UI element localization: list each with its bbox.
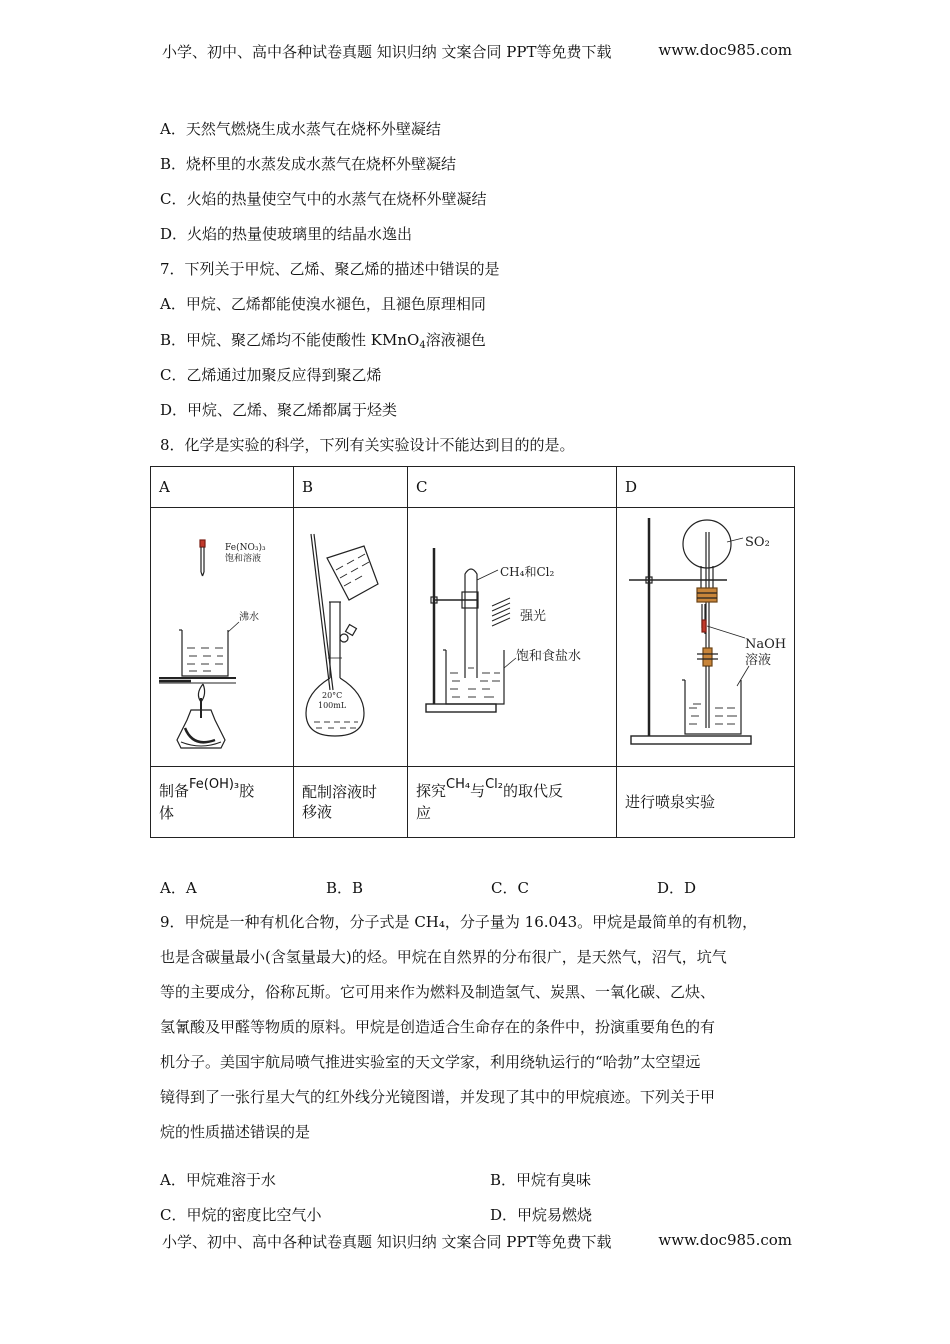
cap-c-line2: 应	[416, 804, 432, 822]
q9-option-c: C．甲烷的密度比空气小	[160, 1206, 322, 1224]
q9-line-1: 9．甲烷是一种有机化合物，分子式是 CH₄，分子量为 16.043。甲烷是最简单的有机物，	[160, 913, 758, 931]
figure-b-cell	[294, 508, 408, 767]
caption-a	[151, 767, 294, 838]
q8-answer-b: B．B	[326, 879, 364, 897]
q7-stem: 7．下列关于甲烷、乙烯、聚乙烯的描述中错误的是	[160, 260, 500, 278]
figure-a-colloid-apparatus	[151, 508, 293, 762]
q7-option-b	[160, 329, 486, 351]
figure-a-cell	[151, 508, 294, 767]
q9-option-d: D．甲烷易燃烧	[490, 1206, 593, 1224]
caption-b	[294, 767, 408, 838]
header-text: 小学、初中、高中各种试卷真题 知识归纳 文案合同 PPT等免费下载	[162, 43, 612, 61]
page-header	[162, 41, 792, 62]
cap-c-mid: 与	[470, 782, 486, 800]
q8-answer-d: D．D	[657, 879, 697, 897]
fig-a-label-3: 沸水	[239, 612, 259, 623]
cap-a-pre: 制备	[159, 782, 190, 800]
page-footer	[162, 1231, 792, 1252]
fig-d-label-3: 溶液	[745, 653, 772, 668]
q8-answer-c: C．C	[491, 879, 529, 897]
fig-b-label-2: 100mL	[318, 701, 347, 710]
col-header-b: B	[294, 467, 408, 508]
q8-stem: 8．化学是实验的科学，下列有关实验设计不能达到目的的是。	[160, 436, 575, 454]
fig-c-label-2: 强光	[520, 609, 547, 624]
fig-d-label-2: NaOH	[745, 637, 787, 652]
caption-c	[408, 767, 617, 838]
q7-b-post: 溶液褪色	[425, 331, 486, 349]
q9-line-4: 氢氰酸及甲醛等物质的原料。甲烷是创造适合生命存在的条件中，扮演重要角色的有	[160, 1018, 716, 1036]
cap-a-post: 胶	[239, 782, 255, 800]
q9-line-7: 烷的性质描述错误的是	[160, 1123, 311, 1141]
footer-text: 小学、初中、高中各种试卷真题 知识归纳 文案合同 PPT等免费下载	[162, 1233, 612, 1251]
q8-experiment-table	[150, 466, 795, 838]
figure-b-volumetric-flask	[294, 508, 407, 762]
q7-b-sub: 4	[419, 340, 426, 351]
q7-b-pre: B．甲烷、聚乙烯均不能使酸性 KMnO	[160, 331, 420, 349]
q8-answer-a: A．A	[160, 879, 197, 897]
figure-c-cell	[408, 508, 617, 767]
header-site: www.doc985.com	[658, 41, 792, 59]
figure-c-substitution-apparatus	[408, 508, 616, 762]
cap-c-f2: Cl₂	[485, 777, 504, 792]
q7-option-a: A．甲烷、乙烯都能使溴水褪色，且褪色原理相同	[160, 295, 486, 313]
cap-c-f1: CH₄	[446, 777, 471, 792]
cap-b-line1: 配制溶液时	[302, 783, 378, 801]
footer-site: www.doc985.com	[658, 1231, 792, 1249]
q9-option-a: A．甲烷难溶于水	[160, 1171, 276, 1189]
caption-d	[617, 767, 795, 838]
cap-b-line2: 移液	[302, 803, 333, 821]
fig-c-label-3: 饱和食盐水	[516, 649, 582, 664]
fig-a-label-2: 饱和溶液	[225, 554, 262, 564]
q9-line-3: 等的主要成分，俗称瓦斯。它可用来作为燃料及制造氢气、炭黑、一氧化碳、乙炔、	[160, 983, 716, 1001]
q7-option-c: C．乙烯通过加聚反应得到聚乙烯	[160, 366, 382, 384]
cap-c-pre: 探究	[416, 782, 447, 800]
q9-option-b: B．甲烷有臭味	[490, 1171, 592, 1189]
figure-d-fountain-apparatus	[617, 508, 794, 762]
fig-a-label-1: Fe(NO₃)₃	[225, 543, 266, 553]
fig-c-label-1: CH₄和Cl₂	[500, 565, 555, 579]
col-header-d: D	[617, 467, 795, 508]
q6-option-b: B．烧杯里的水蒸发成水蒸气在烧杯外壁凝结	[160, 155, 457, 173]
cap-d-line1: 进行喷泉实验	[625, 793, 716, 811]
fig-b-label-1: 20°C	[322, 691, 343, 700]
col-header-c: C	[408, 467, 617, 508]
q9-line-6: 镜得到了一张行星大气的红外线分光镜图谱，并发现了其中的甲烷痕迹。下列关于甲	[160, 1088, 716, 1106]
col-header-a: A	[151, 467, 294, 508]
q6-option-a: A．天然气燃烧生成水蒸气在烧杯外壁凝结	[160, 120, 441, 138]
cap-c-post: 的取代反	[503, 782, 564, 800]
cap-a-formula: Fe(OH)₃	[189, 777, 240, 792]
q6-option-d: D．火焰的热量使玻璃里的结晶水逸出	[160, 225, 413, 243]
cap-a-line2: 体	[159, 804, 175, 822]
figure-d-cell	[617, 508, 795, 767]
fig-d-label-1: SO₂	[745, 535, 770, 550]
q9-line-5: 机分子。美国宇航局喷气推进实验室的天文学家，利用绕轨运行的“哈勃”太空望远	[160, 1053, 701, 1071]
q6-option-c: C．火焰的热量使空气中的水蒸气在烧杯外壁凝结	[160, 190, 487, 208]
q9-line-2: 也是含碳量最小(含氢量最大)的烃。甲烷在自然界的分布很广，是天然气，沼气，坑气	[160, 948, 727, 966]
q7-option-d: D．甲烷、乙烯、聚乙烯都属于烃类	[160, 401, 398, 419]
